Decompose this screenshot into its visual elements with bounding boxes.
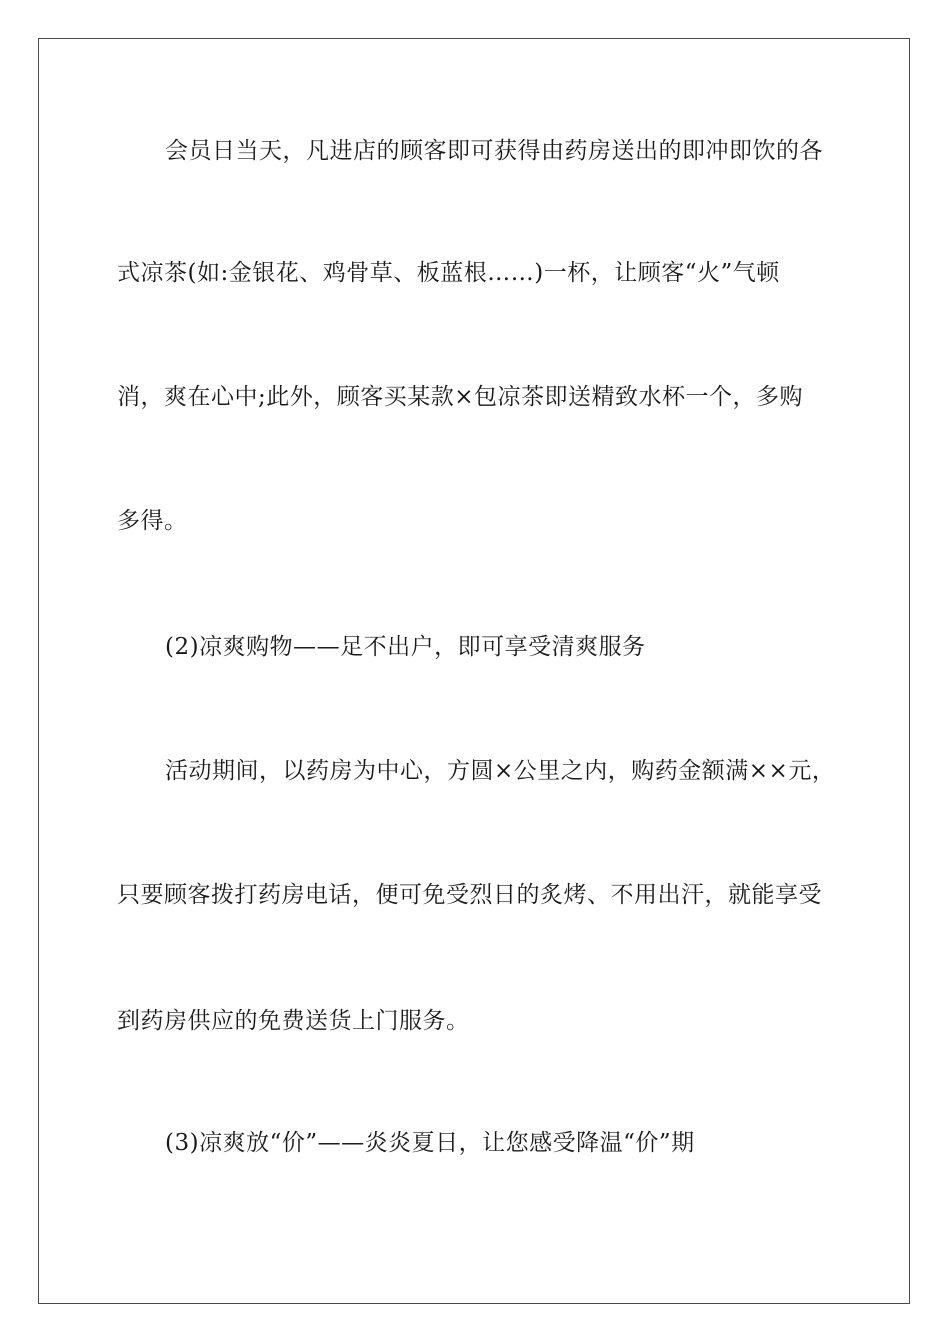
section-heading: (2)凉爽购物——足不出户，即可享受清爽服务	[165, 634, 646, 660]
page-border	[38, 38, 910, 1304]
section-heading: (3)凉爽放“价”——炎炎夏日，让您感受降温“价”期	[165, 1130, 695, 1156]
paragraph-line: 多得。	[117, 508, 188, 534]
paragraph-line: 消，爽在心中;此外，顾客买某款×包凉茶即送精致水杯一个，多购	[117, 384, 804, 410]
paragraph-line: 会员日当天，凡进店的顾客即可获得由药房送出的即冲即饮的各	[165, 138, 823, 164]
paragraph-line: 式凉茶(如:金银花、鸡骨草、板蓝根……)一杯，让顾客“火”气顿	[117, 260, 780, 286]
paragraph-line: 到药房供应的免费送货上门服务。	[117, 1008, 470, 1034]
paragraph-line: 活动期间，以药房为中心，方圆×公里之内，购药金额满××元，	[165, 758, 836, 784]
paragraph-line: 只要顾客拨打药房电话，便可免受烈日的炙烤、不用出汗，就能享受	[117, 882, 822, 908]
